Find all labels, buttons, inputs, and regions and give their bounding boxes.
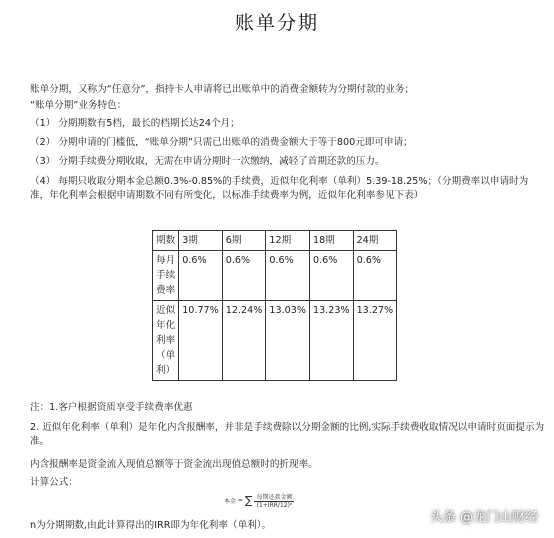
table-cell: 13.27% (353, 301, 397, 381)
note-3: 内含报酬率是资金流入现值总额等于资金流出现值总额时的折现率。 (30, 459, 318, 470)
table-cell: 10.77% (179, 301, 223, 381)
formula-fraction (254, 492, 294, 509)
table-row-label: 近似年化利率（单利） (153, 301, 179, 381)
table-cell: 0.6% (353, 251, 397, 301)
page-title: 账单分期 (234, 12, 319, 34)
table-header-cell: 3期 (179, 231, 223, 251)
table-header-cell: 18期 (309, 231, 353, 251)
table-cell: 13.23% (309, 301, 353, 381)
irr-formula (224, 492, 294, 509)
table-row-label: 每月手续费率 (153, 251, 179, 301)
feature-item-4: （4） 每期只收取分期本金总额0.3%-0.85%的手续费，近似年化利率（单利）5.39-18.25%；（分期费率以申请时为准，年化利率会根据申请期数不同有所变化，以标准手续费率为例，近似年化利率参见下表） (30, 176, 529, 201)
table-cell: 13.03% (266, 301, 310, 381)
formula-denominator: (1+IRR/12)ⁿ (256, 502, 293, 509)
table-cell: 0.6% (179, 251, 223, 301)
table-header-cell: 6期 (222, 231, 266, 251)
rates-table (152, 230, 397, 381)
note-4: n为分期期数,由此计算得出的IRR即为年化利率（单利）。 (30, 520, 272, 531)
feature-item-2: （2） 分期申请的门槛低，“账单分期”只需已出账单的消费金额大于等于800元即可申请； (30, 137, 413, 148)
table-cell: 0.6% (222, 251, 266, 301)
table-header-cell: 12期 (266, 231, 310, 251)
sum-symbol: ∑ (245, 493, 253, 507)
table-cell: 0.6% (266, 251, 310, 301)
formula-label: 计算公式： (30, 477, 78, 488)
note-1: 注：1.客户根据资质享受手续费率优惠 (30, 402, 193, 413)
table-header-cell: 24期 (353, 231, 397, 251)
features-heading: “账单分期”业务特色： (30, 100, 127, 111)
table-row (153, 251, 397, 301)
formula-numerator: 每期还款金额 (256, 494, 293, 501)
table-cell: 12.24% (222, 301, 266, 381)
table-header-cell: 期数 (153, 231, 179, 251)
note-2: 2. 近似年化利率（单利）是年化内含报酬率，并非是手续费除以分期金额的比例,实际手续费收取情况以申请时页面提示为准。 (30, 422, 545, 447)
table-header-row (153, 231, 397, 251)
formula-equals: = (238, 497, 244, 504)
feature-item-3: （3） 分期手续费分期收取，无需在申请分期时一次缴纳，减轻了首期还款的压力。 (30, 156, 385, 167)
feature-item-1: （1） 分期期数有5档，最长的档期长达24个月； (30, 118, 240, 129)
formula-lhs: 本金 (224, 498, 237, 505)
intro-text: 账单分期，又称为“任意分”，指持卡人申请将已出账单中的消费金额转为分期付款的业务； (30, 84, 415, 95)
watermark: 头条 @龙门山财经 (430, 510, 539, 525)
table-row (153, 301, 397, 381)
table-cell: 0.6% (309, 251, 353, 301)
